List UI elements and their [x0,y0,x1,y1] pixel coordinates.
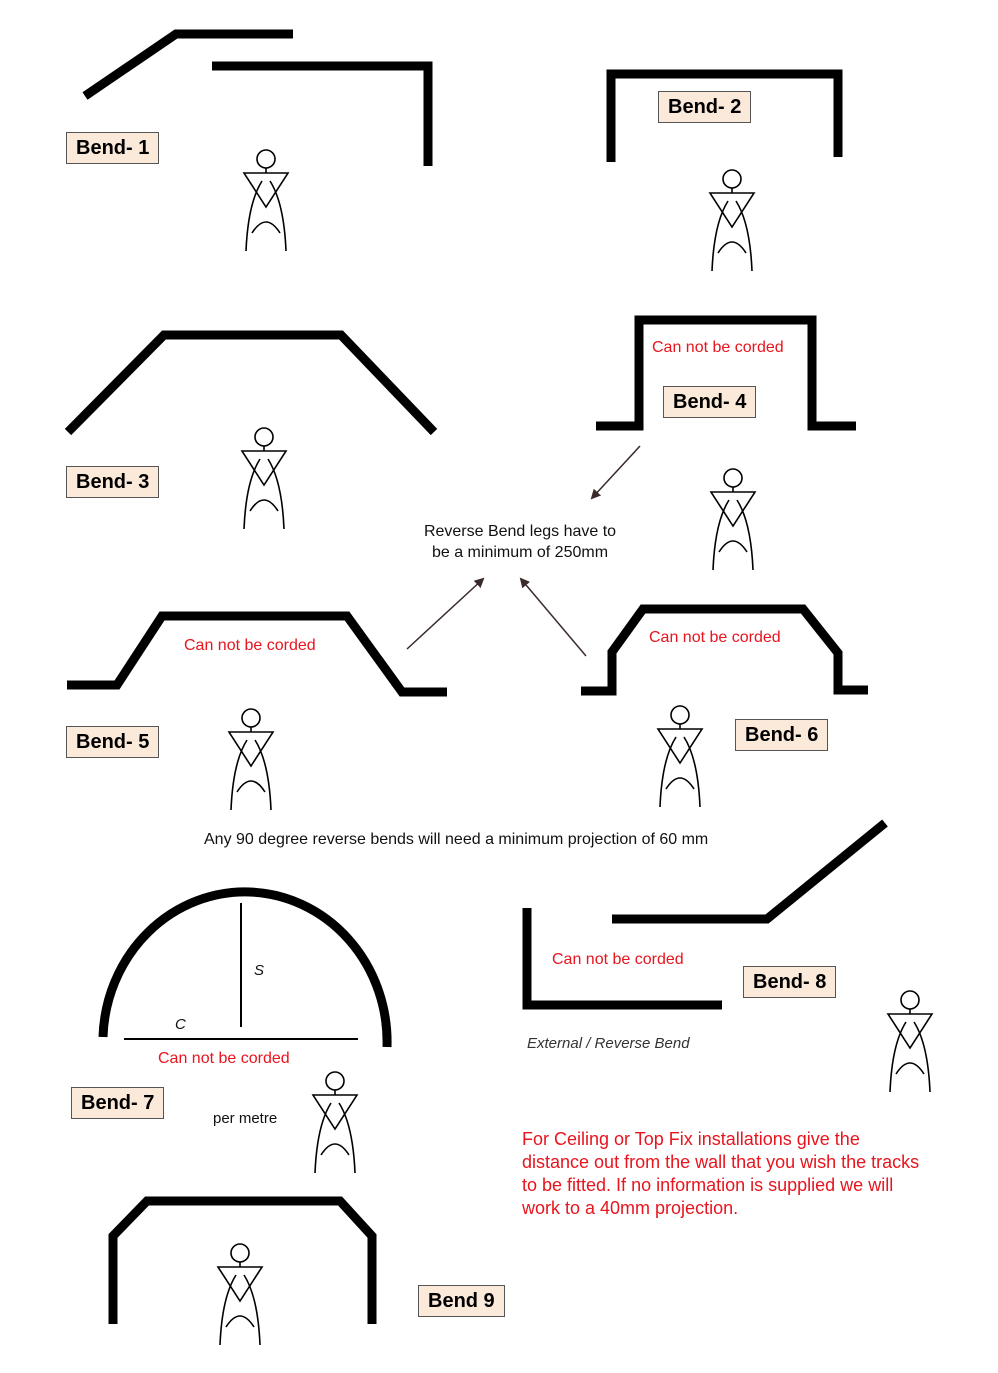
bend-7-dimension-s: S [254,962,265,979]
bend-7-label: Bend- 7 [71,1087,164,1119]
bend-2-person-icon [710,170,754,271]
projection-60-note: Any 90 degree reverse bends will need a minimum projection of 60 mm [204,831,709,848]
bend-2-label: Bend- 2 [658,91,751,123]
bend-8-cannot-be-corded: Can not be corded [552,951,684,968]
bend-6-label: Bend- 6 [735,719,828,751]
bend-7-dimension-c: C [175,1016,186,1033]
bend-9-label: Bend 9 [418,1285,505,1317]
reverse-bend-legs-line-1: Reverse Bend legs have to [423,523,617,540]
ceiling-top-fix-info: For Ceiling or Top Fix installations give the distance out from the wall that you wish the tracks to be fitted. If no information is supplied we will work to a 40mm projection. [522,1129,920,1218]
bend-5-cannot-be-corded: Can not be corded [184,637,316,654]
bend-5-person-icon [229,709,273,810]
bend-1-label: Bend- 1 [66,132,159,164]
reverse-bend-legs-line-2: be a minimum of 250mm [431,544,609,561]
bend-9-track [113,1201,372,1324]
bend-7-arch-track [103,892,387,1047]
arrow-to-bend-4 [592,446,640,498]
arrow-from-bend-6 [521,579,586,656]
arrow-from-bend-5 [407,579,483,649]
bend-4-label: Bend- 4 [663,386,756,418]
per-metre-note: per metre [213,1110,278,1127]
bend-1-person-icon [244,150,288,251]
bend-3-person-icon [242,428,286,529]
reverse-bend-legs-note [400,521,640,563]
bend-7-person-icon [313,1072,357,1173]
bend-8-label: Bend- 8 [743,966,836,998]
bend-9-person-icon [218,1244,262,1345]
bend-6-track [581,609,868,691]
bend-6-cannot-be-corded: Can not be corded [649,629,781,646]
bend-3-label: Bend- 3 [66,466,159,498]
external-reverse-bend-caption: External / Reverse Bend [527,1035,690,1052]
bend-8-person-icon [888,991,932,1092]
bend-4-cannot-be-corded: Can not be corded [652,339,784,356]
bend-4-person-icon [711,469,755,570]
bend-1-track-lower [212,66,428,166]
bend-7-cannot-be-corded: Can not be corded [158,1050,290,1067]
bend-3-track [68,335,434,432]
bend-5-label: Bend- 5 [66,726,159,758]
bend-6-person-icon [658,706,702,807]
